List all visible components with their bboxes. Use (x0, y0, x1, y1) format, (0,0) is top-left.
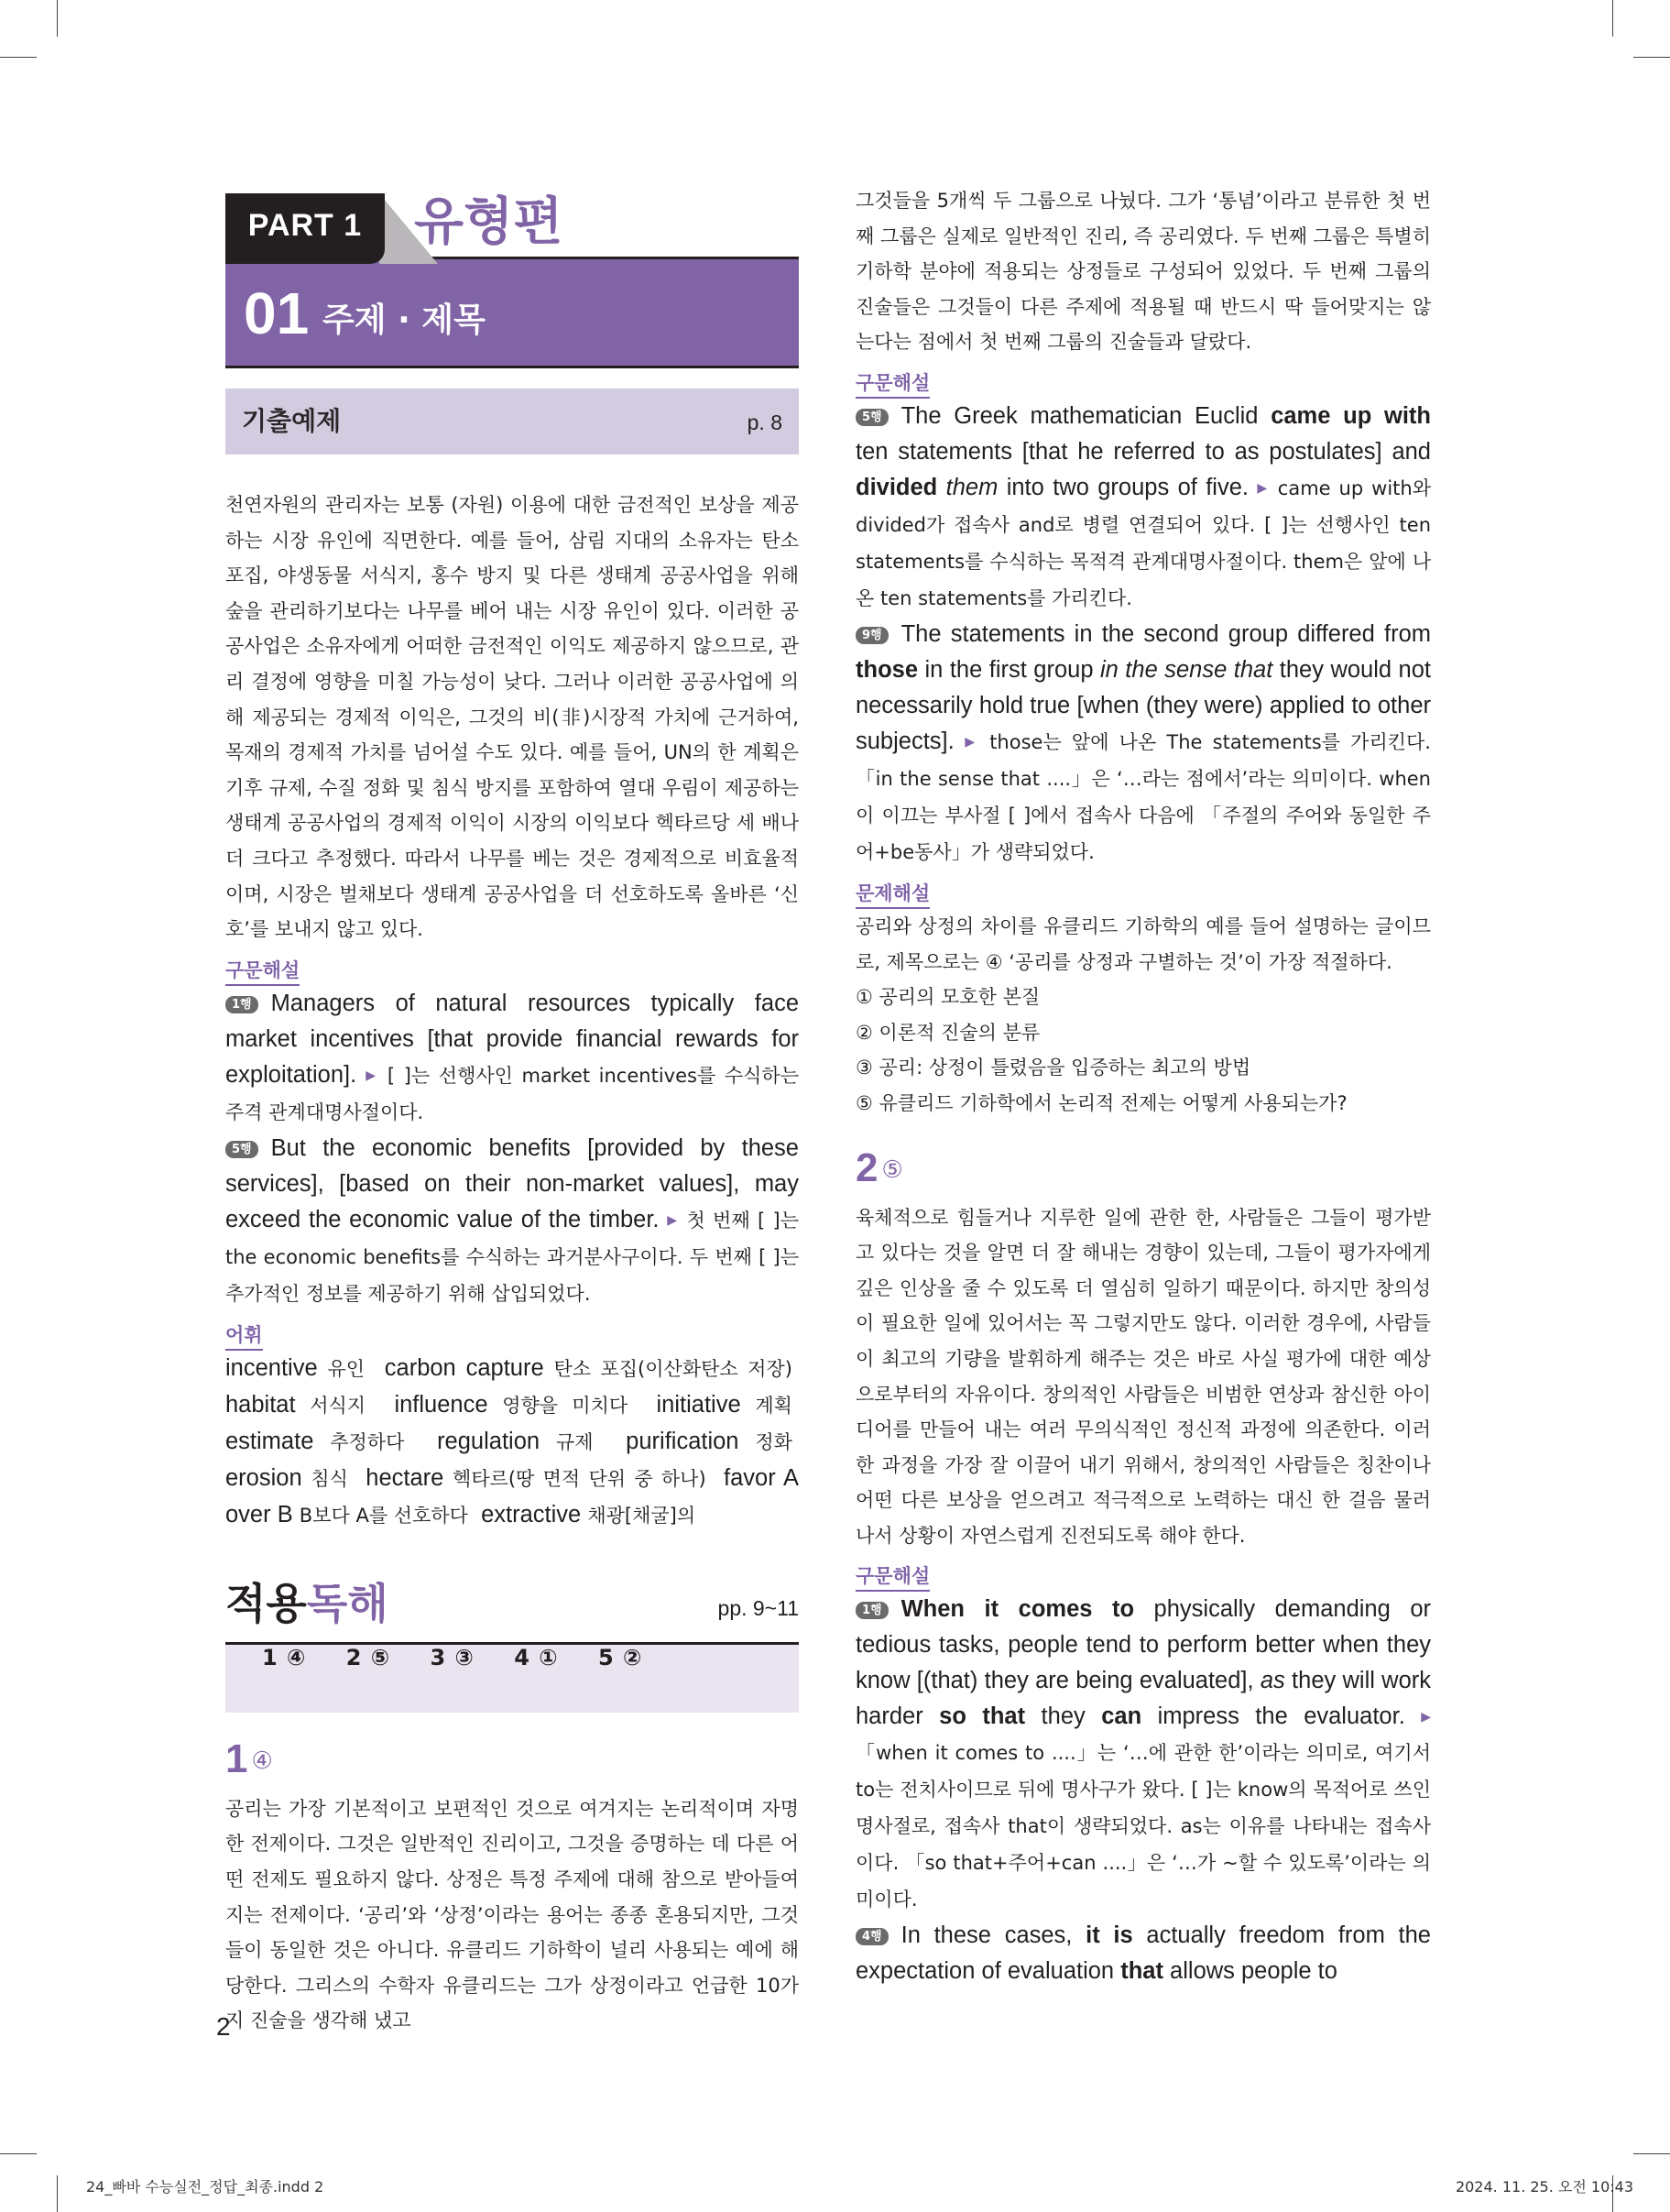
section-label-syntax: 구문해설 (225, 957, 300, 986)
vocab-en: erosion (225, 1464, 302, 1491)
vocab-kr: 채광[채굴]의 (587, 1504, 696, 1527)
example-page: p. 8 (747, 411, 782, 434)
syntax-sentence: But the economic benefits [provided by these services], [based on their non-market values], may exceed the economic value of the timber. (225, 1134, 799, 1232)
crop-mark (1633, 2153, 1670, 2154)
line-badge: 4행 (856, 1928, 889, 1945)
question-number: 2 (856, 1144, 879, 1190)
right-column (856, 183, 1431, 1989)
vocab-kr: 탄소 포집(이산화탄소 저장) (553, 1357, 792, 1380)
footer-filename: 24_빠바 수능실전_정답_최종.indd 2 (86, 2178, 324, 2196)
vocab-en: favor A over B (225, 1464, 800, 1528)
vocab-list (225, 1351, 799, 1534)
part-label: PART 1 (225, 193, 385, 264)
part-header (225, 191, 799, 374)
example-label: 기출예제 (242, 406, 342, 436)
answer-item: 5 ② (597, 1644, 642, 1670)
part-tab-shadow (379, 193, 438, 264)
syntax-entry: 4행 In these cases, it is actually freedom from the expectation of evaluation that allows people to (856, 1922, 1431, 1985)
syntax-note: came up with와 divided가 접속사 and로 병렬 연결되어 있다. [ ]는 선행사인 ten statements를 수식하는 목적격 관계대명사절이다. them은 앞에 나온 ten statements를 가리킨다. (856, 476, 1431, 609)
q1-translation: 공리는 가장 기본적이고 보편적인 것으로 여겨지는 논리적이며 자명한 전제이다. 그것은 일반적인 진리이고, 그것을 증명하는 데 다른 어떤 전제도 필요하지 않다. 상정은 특정 주제에 대해 참으로 받아들여지는 전제이다. ‘공리’와 ‘상정’이라는 용어는 종종 혼용되지만, 그것들이 동일한 것은 아니다. 유클리드 기하학이 널리 사용되는 예에 해당한다. 그리스의 수학자 유클리드는 그가 상정이라고 언급한 10가지 진술을 생각해 냈고 (225, 1797, 799, 2032)
crop-mark (1612, 0, 1613, 37)
vocab-en: regulation (437, 1428, 540, 1454)
q2-translation: 육체적으로 힘들거나 지루한 일에 관한 한, 사람들은 그들이 평가받고 있다는 것을 알면 더 잘 해내는 경향이 있는데, 그들이 평가자에게 깊은 인상을 줄 수 있도록 더 열심히 일하기 때문이다. 하지만 창의성이 필요한 일에 있어서는 꼭 그렇지만도 않다. 이러한 경우에, 사람들이 최고의 기량을 발휘하게 해주는 것은 바로 사실 평가에 대한 예상으로부터의 자유이다. 창의적인 사람들은 비범한 연상과 참신한 아이디어를 만들어 내는 여러 무의식적인 정신적 과정에 의존한다. 이러한 과정을 가장 잘 이끌어 내기 위해서, 창의적인 사람들은 칭찬이나 어떤 다른 보상을 얻으려고 적극적으로 노력하는 대신 한 걸음 물러나서 상황이 자연스럽게 진전되도록 해야 한다. (856, 1206, 1431, 1547)
option-item: ③ 공리: 상정이 틀렸음을 입증하는 최고의 방법 (856, 1057, 1251, 1079)
left-column (225, 191, 799, 2039)
question-heading (225, 1736, 799, 1782)
vocab-kr: 침식 (311, 1467, 348, 1490)
question-answer: ⑤ (881, 1155, 903, 1183)
vocab-en: habitat (225, 1391, 296, 1418)
line-badge: 1행 (225, 996, 258, 1013)
apply-pages: pp. 9~11 (717, 1595, 799, 1620)
footer-timestamp: 2024. 11. 25. 오전 10:43 (1455, 2178, 1633, 2196)
line-badge: 9행 (856, 627, 889, 644)
syntax-note: those는 앞에 나온 The statements를 가리킨다. 「in the sense that ....」은 ‘…라는 점에서’라는 의미이다. when이 이끄는 부사절 [ ]에서 접속사 다음에 「주절의 주어와 동일한 주어+be동사」가 생략되었다. (856, 730, 1431, 863)
triangle-icon: ▶ (366, 1067, 378, 1082)
syntax-entry (225, 986, 799, 1131)
q1-translation-continued: 그것들을 5개씩 두 그룹으로 나눴다. 그가 ‘통념’이라고 분류한 첫 번째 그룹은 실제로 일반적인 진리, 즉 공리였다. 두 번째 그룹은 특별히 기하학 분야에 적용되는 상정들로 구성되어 있었다. 두 번째 그룹의 진술들은 그것들이 다른 주제에 적용될 때 반드시 딱 들어맞지는 않는다는 점에서 첫 번째 그룹의 진술들과 달랐다. (856, 190, 1431, 354)
apply-title-b: 독해 (306, 1578, 388, 1628)
vocab-kr: 규제 (555, 1430, 594, 1453)
triangle-icon: ▶ (1257, 479, 1270, 495)
line-badge: 1행 (856, 1602, 889, 1619)
vocab-en: extractive (481, 1501, 582, 1528)
section-label-vocab: 어휘 (225, 1321, 263, 1351)
apply-title-a: 적용 (225, 1578, 307, 1628)
chapter-bar (225, 257, 799, 368)
answer-item: 2 ⑤ (345, 1644, 390, 1670)
apply-header (225, 1574, 799, 1645)
vocab-kr: 계획 (755, 1394, 792, 1417)
line-badge: 5행 (856, 409, 889, 426)
answer-key (225, 1645, 799, 1713)
vocab-kr: 영향을 미치다 (502, 1394, 628, 1417)
vocab-kr: 유인 (327, 1357, 366, 1380)
syntax-note: 「when it comes to ....」는 ‘…에 관한 한’이라는 의미로, 여기서 to는 전치사이므로 뒤에 명사구가 왔다. [ ]는 know의 목적어로 쓰인 명사절로, 접속사 that이 생략되었다. as는 이유를 나타내는 접속사이다. 「so that+주어+can ....」은 ‘…가 ~할 수 있도록’이라는 의미이다. (856, 1742, 1431, 1911)
vocab-en: purification (626, 1428, 739, 1454)
syntax-entry (225, 1131, 799, 1312)
page-number: 2 (216, 2012, 231, 2041)
question-heading (856, 1145, 1431, 1191)
answer-item: 3 ③ (430, 1644, 474, 1670)
line-badge: 5행 (225, 1141, 258, 1158)
question-number: 1 (225, 1736, 248, 1781)
syntax-sentence: Managers of natural resources typically face market incentives [that provide financial rewards for exploitation]. (225, 990, 799, 1088)
crop-mark (1633, 57, 1670, 58)
triangle-icon: ▶ (1421, 1709, 1431, 1725)
vocab-kr: 서식지 (310, 1394, 366, 1417)
vocab-en: influence (394, 1391, 488, 1418)
section-label-syntax: 구문해설 (856, 1562, 930, 1592)
vocab-kr: 정화 (755, 1430, 792, 1453)
question-answer: ④ (251, 1746, 273, 1774)
option-item: ① 공리의 모호한 본질 (856, 986, 1041, 1009)
apply-title (225, 1571, 388, 1631)
vocab-kr: 추정하다 (330, 1430, 405, 1453)
example-header (225, 389, 799, 454)
triangle-icon: ▶ (965, 733, 979, 749)
syntax-note: [ ]는 선행사인 market incentives를 수식하는 주격 관계대명사절이다. (225, 1064, 799, 1123)
chapter-number: 01 (244, 280, 310, 346)
vocab-kr: B보다 A를 선호하다 (299, 1504, 468, 1527)
section-label-solution: 문제해설 (856, 880, 930, 909)
vocab-en: estimate (225, 1428, 314, 1454)
crop-mark (0, 2153, 37, 2154)
vocab-en: initiative (656, 1391, 741, 1418)
answer-item: 1 ④ (262, 1644, 306, 1670)
vocab-en: hectare (366, 1464, 444, 1491)
syntax-entry: 1행 When it comes to physically demanding or tedious tasks, people tend to perform better when they know [(that) they are being evaluated], as they will work harder so that they can impress the evaluator. ▶ 「when it comes to ....」는 ‘…에 관한 한’이라는 의미로, 여기서 to는 전치사이므로 뒤에 명사구가 왔다. [ ]는 know의 목적어로 쓰인 명사절로, 접속사 that이 생략되었다. as는 이유를 나타내는 접속사이다. 「so that+주어+can ....」은 ‘…가 ~할 수 있도록’이라는 의미이다. (856, 1596, 1431, 1911)
option-item: ② 이론적 진술의 분류 (856, 1021, 1041, 1044)
crop-mark (57, 0, 58, 37)
part-title: 유형편 (414, 192, 563, 252)
example-translation: 천연자원의 관리자는 보통 (자원) 이용에 대한 금전적인 보상을 제공하는 시장 유인에 직면한다. 예를 들어, 삼림 지대의 소유자는 탄소 포집, 야생동물 서식지, 홍수 방지 및 다른 생태계 공공사업을 위해 숲을 관리하기보다는 나무를 베어 내는 시장 유인이 있다. 이러한 공공사업은 소유자에게 어떠한 금전적인 이익도 제공하지 않으므로, 관리 결정에 영향을 미칠 가능성이 낮다. 그러나 이러한 공공사업에 의해 제공되는 경제적 이익은, 그것의 비(非)시장적 가치에 근거하여, 목재의 경제적 가치를 넘어설 수도 있다. 예를 들어, UN의 한 계획은 기후 규제, 수질 정화 및 침식 방지를 포함하여 열대 우림이 제공하는 생태계 공공사업의 경제적 이익이 시장의 이익보다 헥타르당 세 배나 더 크다고 추정했다. 따라서 나무를 베는 것은 경제적으로 비효율적이며, 시장은 벌채보다 생태계 공공사업을 더 선호하도록 올바른 ‘신호’를 보내지 않고 있다. (225, 494, 799, 941)
syntax-entry: 9행 The statements in the second group differed from those in the first group in the sense that they would not necessarily hold true [when (they were) applied to other subjects]. ▶ those는 앞에 나온 The statements를 가리킨다. 「in the sense that ....」은 ‘…라는 점에서’라는 의미이다. when이 이끄는 부사절 [ ]에서 접속사 다음에 「주절의 주어와 동일한 주어+be동사」가 생략되었다. (856, 620, 1431, 863)
chapter-title: 주제 · 제목 (322, 301, 486, 339)
answer-item: 4 ① (514, 1644, 558, 1670)
syntax-entry: 5행 The Greek mathematician Euclid came up with ten statements [that he referred to as postulates] and divided them into two groups of five. ▶ came up with와 divided가 접속사 and로 병렬 연결되어 있다. [ ]는 선행사인 ten statements를 수식하는 목적격 관계대명사절이다. them은 앞에 나온 ten statements를 가리킨다. (856, 402, 1432, 609)
vocab-kr: 헥타르(땅 면적 단위 중 하나) (453, 1467, 706, 1490)
vocab-en: carbon capture (384, 1354, 544, 1381)
crop-mark (0, 57, 37, 58)
syntax-note: 첫 번째 [ ]는 the economic benefits를 수식하는 과거분사구이다. 두 번째 [ ]는 추가적인 정보를 제공하기 위해 삽입되었다. (225, 1209, 799, 1305)
section-label-syntax: 구문해설 (856, 369, 930, 399)
solution-text: 공리와 상정의 차이를 유클리드 기하학의 예를 들어 설명하는 글이므로, 제목으로는 ④ ‘공리를 상정과 구별하는 것’이 가장 적절하다. (856, 914, 1431, 973)
crop-mark (57, 2175, 58, 2212)
triangle-icon: ▶ (667, 1211, 679, 1227)
option-item: ⑤ 유클리드 기하학에서 논리적 전제는 어떻게 사용되는가? (856, 1091, 1348, 1114)
vocab-en: incentive (225, 1354, 318, 1381)
